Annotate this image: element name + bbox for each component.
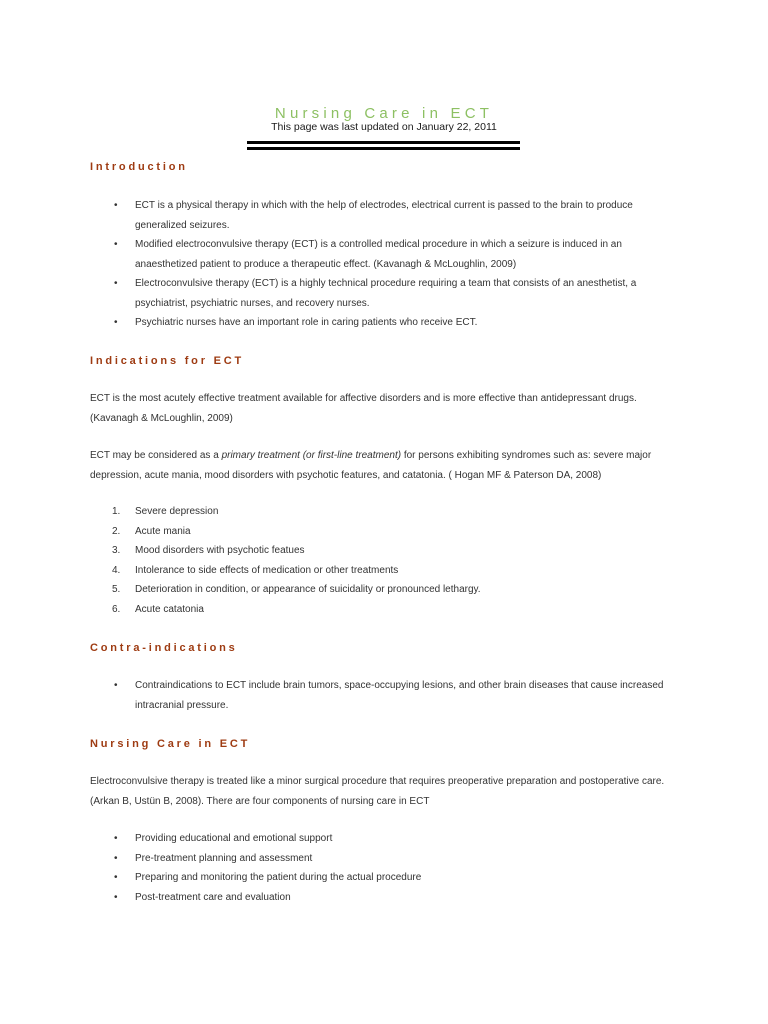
indications-list [90,502,680,619]
introduction-heading: Introduction [90,161,188,173]
list-item-text: Post-treatment care and evaluation [135,891,291,903]
emphasis-text: primary treatment (or first-line treatment) [221,450,402,461]
contra-indications-heading: Contra-indications [90,642,238,654]
bullet-marker: • [114,852,118,864]
nursing-care-paragraph: Electroconvulsive therapy is treated like a minor surgical procedure that requires preoperative preparation and postoperative care. (Arkan B, Ustün B, 2008). There are four components of nursing care in ECT [90,776,665,807]
list-number: 5. [112,584,121,595]
list-item [90,580,680,600]
bullet-marker: • [114,200,118,211]
bullet-marker: • [114,891,118,903]
list-item-text: Intolerance to side effects of medication or other treatments [135,564,399,576]
list-item [90,522,680,542]
list-item [90,888,680,908]
divider-rule-bottom [247,147,520,150]
bullet-marker: • [114,278,118,289]
divider-rule-top [247,141,520,144]
list-number: 2. [112,525,121,537]
list-item [90,235,680,274]
paragraph-text: for persons exhibiting syndromes such as: severe major depression, acute mania, mood disorders with psychotic features, and catatonia. ( Hogan MF & Paterson DA, 2008) [90,450,652,481]
list-item-text: Modified electroconvulsive therapy (ECT) is a controlled medical procedure in which a seizure is induced in an anaesthetized patient to produce a therapeutic effect. (Kavanagh & McLoughlin, 2009) [135,239,622,270]
list-item-text: Acute mania [135,525,191,537]
list-item-text: Providing educational and emotional support [135,833,333,844]
paragraph-text: ECT may be considered as a [90,450,222,461]
list-item-text: Contraindications to ECT include brain tumors, space-occupying lesions, and other brain diseases that cause increased intracranial pressure. [135,680,664,711]
bullet-marker: • [114,317,118,328]
list-item-text: Pre-treatment planning and assessment [135,852,313,864]
indications-paragraph-2 [90,446,680,485]
nursing-care-heading: Nursing Care in ECT [90,738,251,750]
introduction-list [90,196,680,333]
page-title: Nursing Care in ECT [274,105,494,123]
list-number: 4. [112,564,121,576]
list-number: 3. [112,545,121,556]
nursing-care-list [90,829,680,907]
list-item [90,541,680,561]
list-number: 6. [112,603,121,615]
list-item-text: Acute catatonia [135,603,204,615]
list-number: 1. [112,506,121,517]
list-item [90,600,680,620]
list-item [90,849,680,869]
indications-heading: Indications for ECT [90,355,245,367]
list-item-text: Psychiatric nurses have an important role in caring patients who receive ECT. [135,317,478,328]
list-item-text: ECT is a physical therapy in which with the help of electrodes, electrical current is passed to the brain to produce generalized seizures. [135,200,633,231]
bullet-marker: • [114,680,118,691]
list-item [90,502,680,522]
list-item [90,829,680,849]
list-item [90,274,680,313]
list-item-text: Mood disorders with psychotic featues [135,545,305,556]
list-item [90,676,680,715]
bullet-marker: • [114,833,118,844]
list-item-text: Electroconvulsive therapy (ECT) is a highly technical procedure requiring a team that consists of an anesthetist, a psychiatrist, psychiatric nurses, and recovery nurses. [135,278,637,309]
list-item-text: Severe depression [135,506,219,517]
list-item-text: Deterioration in condition, or appearance of suicidality or pronounced lethargy. [135,584,481,595]
indications-paragraph-1: ECT is the most acutely effective treatment available for affective disorders and is more effective than antidepressant drugs. (Kavanagh & McLoughlin, 2009) [90,393,637,424]
list-item [90,196,680,235]
bullet-marker: • [114,239,118,250]
list-item [90,561,680,581]
list-item [90,313,680,333]
contra-indications-list [90,676,680,715]
bullet-marker: • [114,872,118,883]
last-updated-text: This page was last updated on January 22, 2011 [271,121,497,133]
list-item [90,868,680,888]
list-item-text: Preparing and monitoring the patient during the actual procedure [135,872,422,883]
